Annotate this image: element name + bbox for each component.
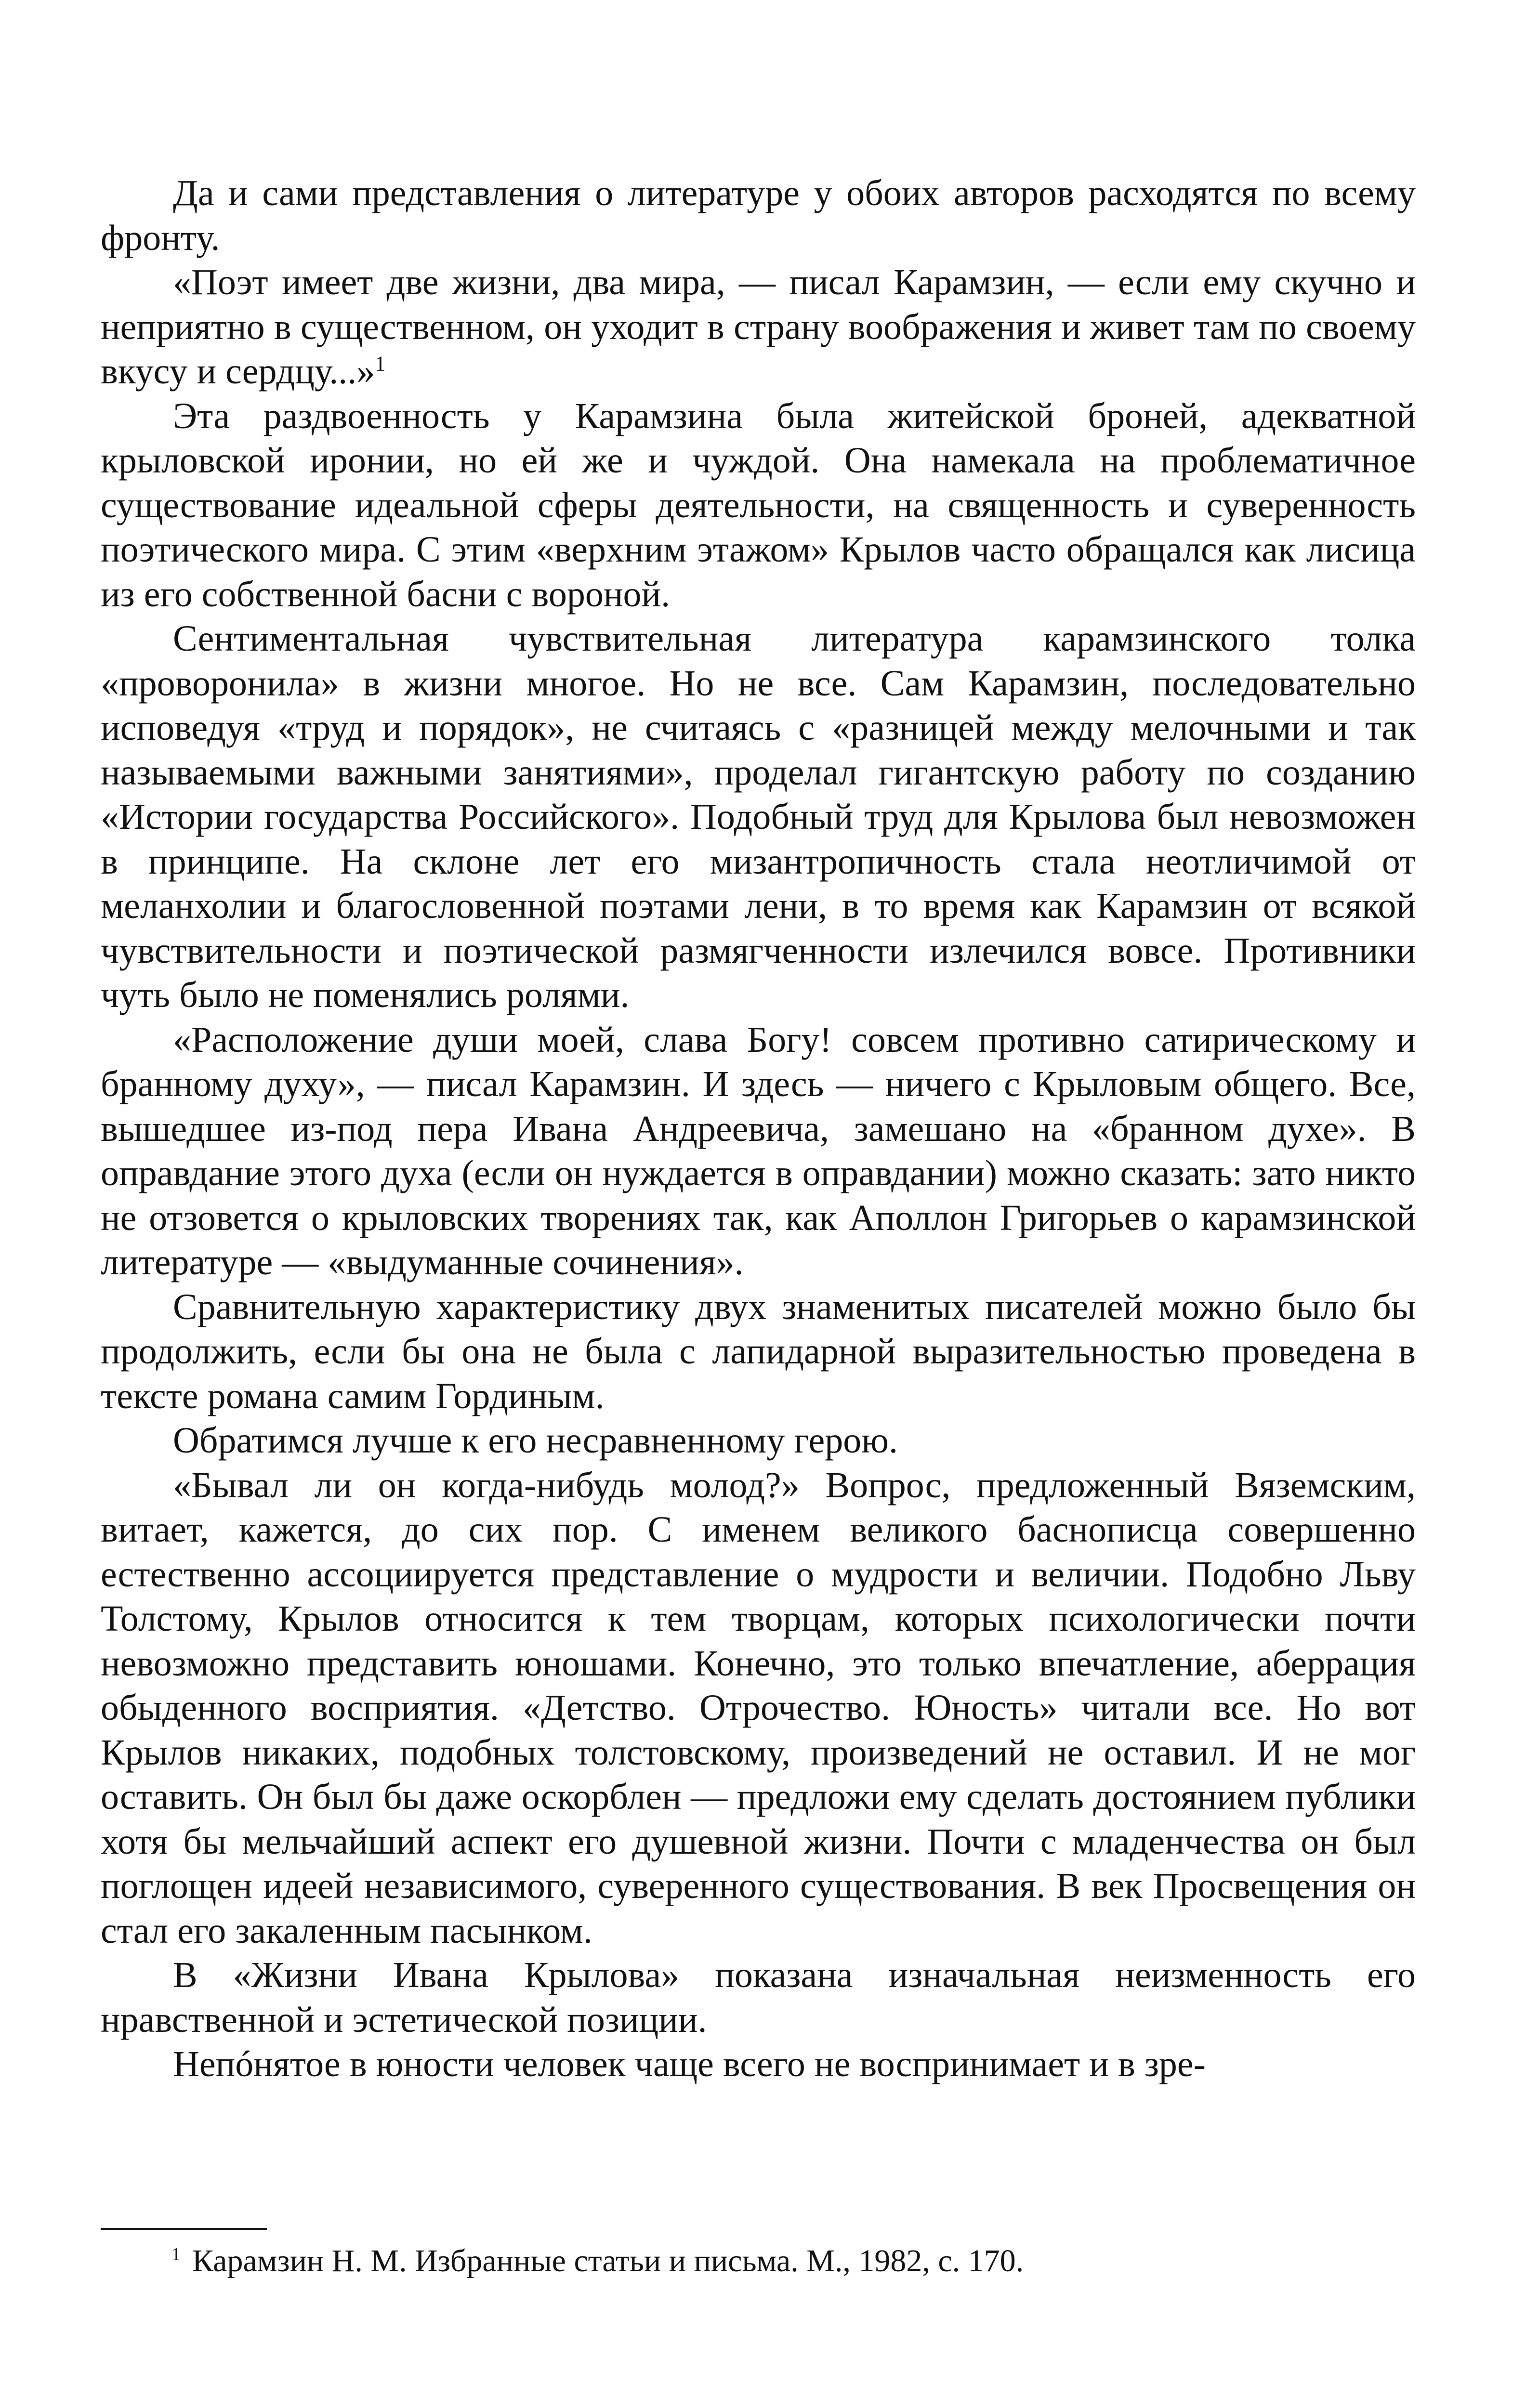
- page-body: [101, 171, 1416, 2087]
- paragraph: [101, 2042, 1416, 2087]
- paragraph-text: Непóнятое в юности человек чаще всего не воспринимает и в зре-: [173, 2044, 1206, 2084]
- paragraph: [101, 1953, 1416, 2042]
- paragraph: [101, 1285, 1416, 1419]
- footnote-text: Карамзин Н. М. Избранные статьи и письма. М., 1982, с. 170.: [192, 2243, 1024, 2278]
- paragraph-text: Сравнительную характеристику двух знаменитых писателей можно было бы продолжить, если бы она не была с лапидарной выразительностью проведена в тексте романа самим Гординым.: [101, 1286, 1416, 1416]
- footnote: [171, 2242, 1405, 2280]
- paragraph: [101, 1418, 1416, 1463]
- footnote-mark: 1: [171, 2244, 181, 2264]
- paragraph: [101, 171, 1416, 260]
- footnote-reference: 1: [375, 352, 386, 376]
- paragraph-text: «Поэт имеет две жизни, два мира, — писал Карамзин, — если ему скучно и неприятно в существенном, он уходит в страну воображения и живет там по своему вкусу и сердцу...»: [101, 262, 1416, 392]
- paragraph-text: Обратимся лучше к его несравненному герою.: [173, 1420, 898, 1461]
- paragraph: [101, 260, 1416, 394]
- paragraph: [101, 616, 1416, 1018]
- paragraph-text: Да и сами представления о литературе у обоих авторов расходятся по всему фронту.: [101, 173, 1416, 258]
- paragraph-text: В «Жизни Ивана Крылова» показана изначальная неизменность его нравственной и эстетической позиции.: [101, 1955, 1416, 2040]
- paragraph-text: «Расположение души моей, слава Богу! совсем противно сатирическому и бранному духу», — писал Карамзин. И здесь — ничего с Крыловым общего. Все, вышедшее из-под пера Ивана Андреевича, замешано на «бранном духе». В оправдание этого духа (если он нуждается в оправдании) можно сказать: зато никто не отзовется о крыловских творениях так, как Аполлон Григорьев о карамзинской литературе — «выдуманные сочинения».: [101, 1019, 1416, 1283]
- paragraph-text: Сентиментальная чувствительная литература карамзинского толка «проворонила» в жизни многое. Но не все. Сам Карамзин, последовательно исповедуя «труд и порядок», не считаясь с «разницей между мелочными и так называемыми важными занятиями», проделал гигантскую работу по созданию «Истории государства Российского». Подобный труд для Крылова был невозможен в принципе. На склоне лет его мизантропичность стала неотличимой от меланхолии и благословенной поэтами лени, в то время как Карамзин от всякой чувствительности и поэтической размягченности излечился вовсе. Противники чуть было не поменялись ролями.: [101, 618, 1416, 1015]
- footnote-divider: [101, 2228, 267, 2230]
- paragraph-text: Эта раздвоенность у Карамзина была житейской броней, адекватной крыловской иронии, но ей же и чуждой. Она намекала на проблематичное существование идеальной сферы деятельности, на священность и суверенность поэтического мира. С этим «верхним этажом» Крылов часто обращался как лисица из его собственной басни с вороной.: [101, 395, 1416, 615]
- paragraph: [101, 1463, 1416, 1953]
- paragraph: [101, 394, 1416, 617]
- paragraph-text: «Бывал ли он когда-нибудь молод?» Вопрос, предложенный Вяземским, витает, кажется, до сих пор. С именем великого баснописца совершенно естественно ассоциируется представление о мудрости и величии. Подобно Льву Толстому, Крылов относится к тем творцам, которых психологически почти невозможно представить юношами. Конечно, это только впечатление, аберрация обыденного восприятия. «Детство. Отрочество. Юность» читали все. Но вот Крылов никаких, подобных толстовскому, произведений не оставил. И не мог оставить. Он был бы даже оскорблен — предложи ему сделать достоянием публики хотя бы мельчайший аспект его душевной жизни. Почти с младенчества он был поглощен идеей независимого, суверенного существования. В век Просвещения он стал его закаленным пасынком.: [101, 1465, 1416, 1951]
- paragraph: [101, 1018, 1416, 1285]
